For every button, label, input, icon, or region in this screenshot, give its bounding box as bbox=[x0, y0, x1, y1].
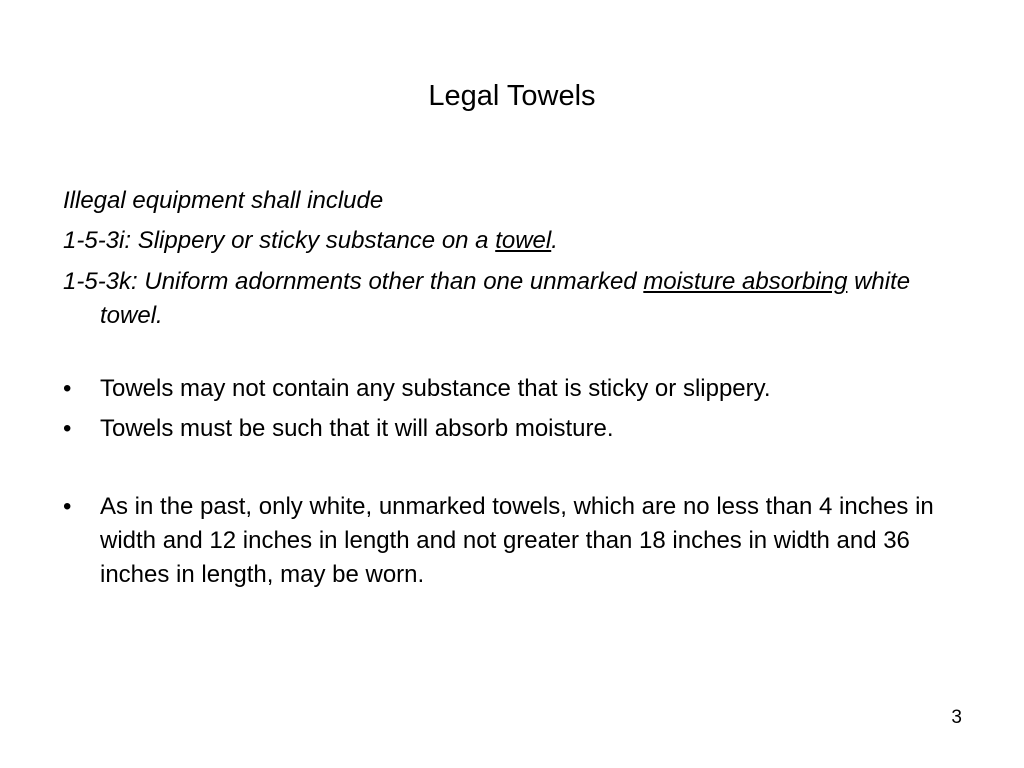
rule-1-5-3k-underlined: moisture absorbing bbox=[643, 268, 848, 295]
rule-1-5-3i-text: 1-5-3i: Slippery or sticky substance on a bbox=[63, 227, 496, 254]
slide-body bbox=[63, 184, 963, 598]
bullet-item bbox=[63, 412, 963, 446]
slide-title: Legal Towels bbox=[428, 80, 596, 112]
rule-1-5-3i-suffix: . bbox=[551, 227, 558, 254]
bullet-text: Towels may not contain any substance that is sticky or slippery. bbox=[100, 375, 771, 402]
rule-1-5-3k-suffix: white towel. bbox=[100, 268, 911, 329]
intro-line: Illegal equipment shall include bbox=[63, 187, 384, 214]
bullet-text: Towels must be such that it will absorb moisture. bbox=[100, 415, 614, 442]
bullet-dot-icon: • bbox=[63, 415, 72, 442]
bullet-list bbox=[63, 372, 963, 592]
bullet-item bbox=[63, 372, 963, 406]
rule-1-5-3i-underlined: towel bbox=[495, 227, 552, 254]
bullet-item bbox=[63, 490, 963, 592]
page-number: 3 bbox=[951, 707, 962, 728]
rule-1-5-3k bbox=[63, 265, 963, 333]
bullet-dot-icon: • bbox=[63, 493, 72, 520]
rule-1-5-3i bbox=[63, 224, 963, 258]
rule-1-5-3k-text: 1-5-3k: Uniform adornments other than one unmarked bbox=[63, 268, 644, 295]
bullet-text: As in the past, only white, unmarked towels, which are no less than 4 inches in width and 12 inches in length and not greater than 18 inches in width and 36 inches in length, may be worn. bbox=[100, 493, 934, 588]
bullet-dot-icon: • bbox=[63, 375, 72, 402]
